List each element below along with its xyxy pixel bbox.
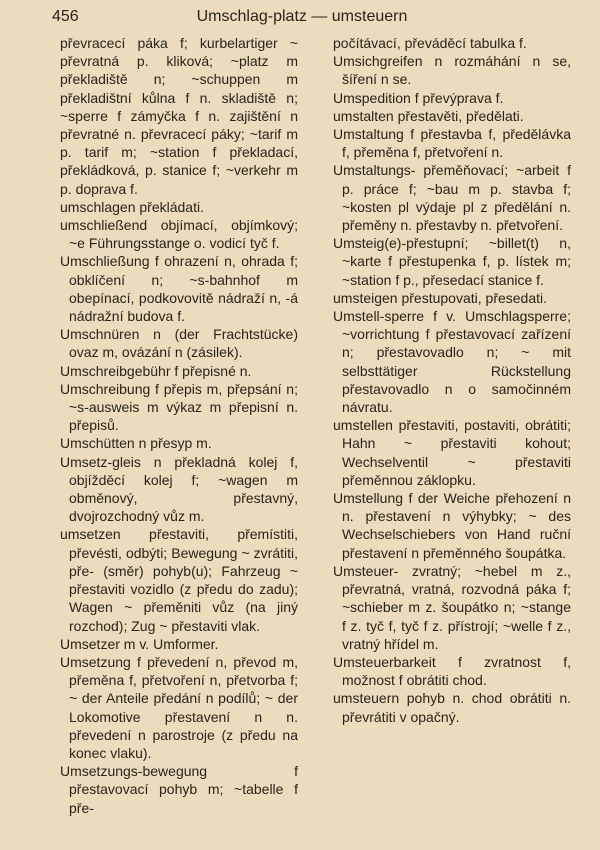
- dictionary-entry: Umsetzung f převedení n, převod m, přeměna f, přetvoření n, přetvorba f; ~ der Anteile předání n podílů; ~ der Lokomotive přestavení n n. převedení n parostroje (z předu na konec vlaku).: [60, 653, 298, 761]
- dictionary-entry: Umschreibgebühr f přepisné n.: [60, 362, 252, 379]
- dictionary-entry: Umsteuerbarkeit f zvratnost f, možnost f obrátiti chod.: [333, 653, 571, 689]
- running-title: Umschlag-platz — umsteuern: [196, 8, 408, 25]
- dictionary-entry: umstellen přestaviti, postaviti, obrátiti; Hahn ~ přestaviti kohout; Wechselventil ~ přestaviti přeměnnou záklopku.: [333, 417, 571, 488]
- dictionary-entry: Umsetzer m v. Umformer.: [60, 635, 219, 652]
- dictionary-entry: Umsetz-gleis n překladná kolej f, objížděcí kolej f; ~wagen m obměnový, přestavný, dvojrozchodný vůz m.: [60, 453, 298, 525]
- dictionary-entry: převracecí páka f; kurbelartiger ~ převratná p. kliková; ~platz m překladiště n; ~schuppen m překladištní kůlna f n. skladiště n; ~sperre f zámyčka f n. zajištění n převratné n. převracecí páky; ~tarif m p. tarif m; ~station f překladací, překládková, p. stanice f; ~verkehr m p. doprava f.: [60, 35, 298, 197]
- dictionary-entry: umsteuern pohyb n. chod obrátiti n. převrátiti v opačný.: [333, 690, 571, 725]
- dictionary-entry: Umstellung f der Weiche přehození n n. přestavení n výhybky; ~ des Wechselschiebers von Hand ruční přestavení n přeměnného šoupátka.: [333, 490, 571, 561]
- dictionary-entry: Umstaltung f přestavba f, předělávka f, přeměna f, přetvoření n.: [333, 126, 571, 161]
- left-column: [60, 34, 298, 817]
- dictionary-entry: umsetzen přestaviti, přemístiti, převésti, odbýti; Bewegung ~ zvrátiti, pře- (směr) pohyb(u); Fahrzeug ~ přestaviti vozidlo (z předu do zadu); Wagen ~ přeměniti vůz (na jiný rozchod); Zug ~ přestaviti vlak.: [60, 526, 298, 634]
- dictionary-entry: počítávací, převáděcí tabulka f.: [333, 35, 527, 51]
- dictionary-entry: Umstaltungs- přeměňovací; ~arbeit f p. práce f; ~bau m p. stavba f; ~kosten pl výdaje pl z předělání n. přeměny n. přestavby n. přetvoření.: [333, 162, 571, 234]
- dictionary-entry: Umsichgreifen n rozmáhání n se, šíření n se.: [333, 53, 571, 88]
- right-column: [333, 34, 571, 726]
- dictionary-entry: Umsetzungs-bewegung f přestavovací pohyb m; ~tabelle f pře-: [60, 763, 298, 816]
- dictionary-entry: umschlagen překládati.: [60, 198, 204, 215]
- dictionary-entry: Umsteuer- zvratný; ~hebel m z., převratná, vratná, rozvodná páka f; ~schieber m z. šoupátko n; ~stange f z. tyč f, tyč f z. přístrojí; ~welle f z., vratný hřídel m.: [333, 562, 571, 652]
- dictionary-entry: Umspedition f převýprava f.: [333, 89, 504, 106]
- dictionary-entry: umstalten přestavěti, předělati.: [333, 107, 524, 124]
- dictionary-entry: Umschütten n přesyp m.: [60, 435, 212, 452]
- dictionary-entry: umsteigen přestupovati, přesedati.: [333, 289, 548, 306]
- dictionary-entry: Umschnüren n (der Frachtstücke) ovaz m, ovázání n (zásilek).: [60, 326, 298, 361]
- dictionary-entry: Umstell-sperre f v. Umschlagsperre; ~vorrichtung f přestavovací zařízení n; přestavovadlo n; ~ mit selbsttätiger Rückstellung přestavovadlo n o samočinném návratu.: [333, 308, 571, 416]
- page-header: [52, 8, 552, 34]
- dictionary-entry: Umschließung f ohrazení n, ohrada f; obklíčení n; ~s-bahnhof m obepínací, podkovovitě nádraží n, -á nádražní budova f.: [60, 253, 298, 325]
- page-number: 456: [52, 8, 79, 25]
- dictionary-entry: Umschreibung f přepis m, přepsání n; ~s-ausweis m výkaz m přepisní n. přepisů.: [60, 380, 298, 434]
- dictionary-entry: umschließend objímací, objímkový; ~e Führungsstange o. vodicí tyč f.: [60, 217, 298, 252]
- dictionary-entry: Umsteig(e)-přestupní; ~billet(t) n, ~karte f přestupenka f, p. lístek m; ~station f p., přesedací stanice f.: [333, 235, 571, 288]
